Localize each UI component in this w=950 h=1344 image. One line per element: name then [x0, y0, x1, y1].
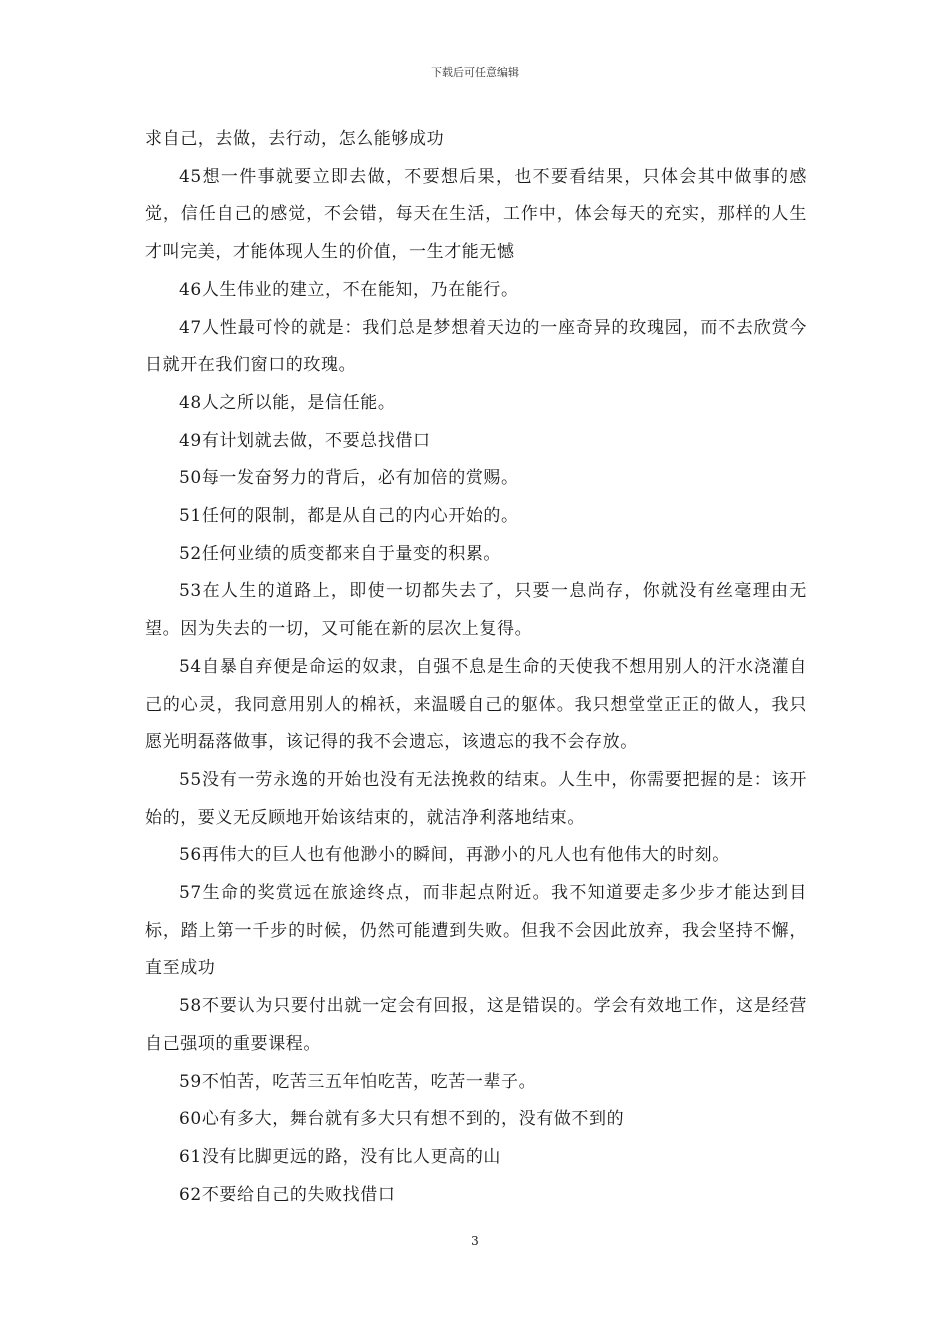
document-body — [145, 121, 807, 1214]
paragraph: 56再伟大的巨人也有他渺小的瞬间，再渺小的凡人也有他伟大的时刻。 — [179, 845, 730, 866]
paragraph: 60心有多大，舞台就有多大只有想不到的，没有做不到的 — [179, 1109, 625, 1130]
paragraph: 49有计划就去做，不要总找借口 — [179, 430, 431, 451]
paragraph: 52任何业绩的质变都来自于量变的积累。 — [179, 543, 502, 564]
paragraph: 55没有一劳永逸的开始也没有无法挽救的结束。人生中，你需要把握的是：该开始的，要义无反顾地开始该结束的，就洁净利落地结束。 — [145, 769, 807, 828]
paragraph: 求自己，去做，去行动，怎么能够成功 — [145, 129, 445, 149]
paragraph: 61没有比脚更远的路，没有比人更高的山 — [179, 1146, 502, 1167]
paragraph: 51任何的限制，都是从自己的内心开始的。 — [179, 506, 519, 527]
paragraph: 57生命的奖赏远在旅途终点，而非起点附近。我不知道要走多少步才能达到目标，踏上第一千步的时候，仍然可能遭到失败。但我不会因此放弃，我会坚持不懈，直至成功 — [145, 883, 807, 979]
paragraph: 62不要给自己的失败找借口 — [179, 1184, 396, 1205]
paragraph: 46人生伟业的建立，不在能知，乃在能行。 — [179, 279, 519, 300]
paragraph: 59不怕苦，吃苦三五年怕吃苦，吃苦一辈子。 — [179, 1071, 537, 1092]
paragraph: 54自暴自弃便是命运的奴隶，自强不息是生命的天使我不想用别人的汗水浇灌自己的心灵，我同意用别人的棉袄，来温暖自己的躯体。我只想堂堂正正的做人，我只愿光明磊落做事，该记得的我不会遗忘，该遗忘的我不会存放。 — [145, 656, 807, 753]
page-header — [0, 66, 950, 80]
paragraph: 58不要认为只要付出就一定会有回报，这是错误的。学会有效地工作，这是经营自己强项的重要课程。 — [145, 996, 807, 1054]
paragraph: 48人之所以能，是信任能。 — [179, 392, 396, 413]
paragraph: 50每一发奋努力的背后，必有加倍的赏赐。 — [179, 468, 519, 489]
paragraph: 53在人生的道路上，即使一切都失去了，只要一息尚存，你就没有丝毫理由无望。因为失去的一切，又可能在新的层次上复得。 — [145, 581, 807, 640]
page-number: 3 — [471, 1234, 479, 1248]
paragraph: 47人性最可怜的就是：我们总是梦想着天边的一座奇异的玫瑰园，而不去欣赏今日就开在我们窗口的玫瑰。 — [145, 317, 807, 376]
paragraph: 45想一件事就要立即去做，不要想后果，也不要看结果，只体会其中做事的感觉，信任自己的感觉，不会错，每天在生活，工作中，体会每天的充实，那样的人生才叫完美，才能体现人生的价值，一生才能无憾 — [145, 166, 807, 263]
page-footer — [0, 1234, 950, 1248]
header-note: 下载后可任意编辑 — [431, 66, 519, 79]
